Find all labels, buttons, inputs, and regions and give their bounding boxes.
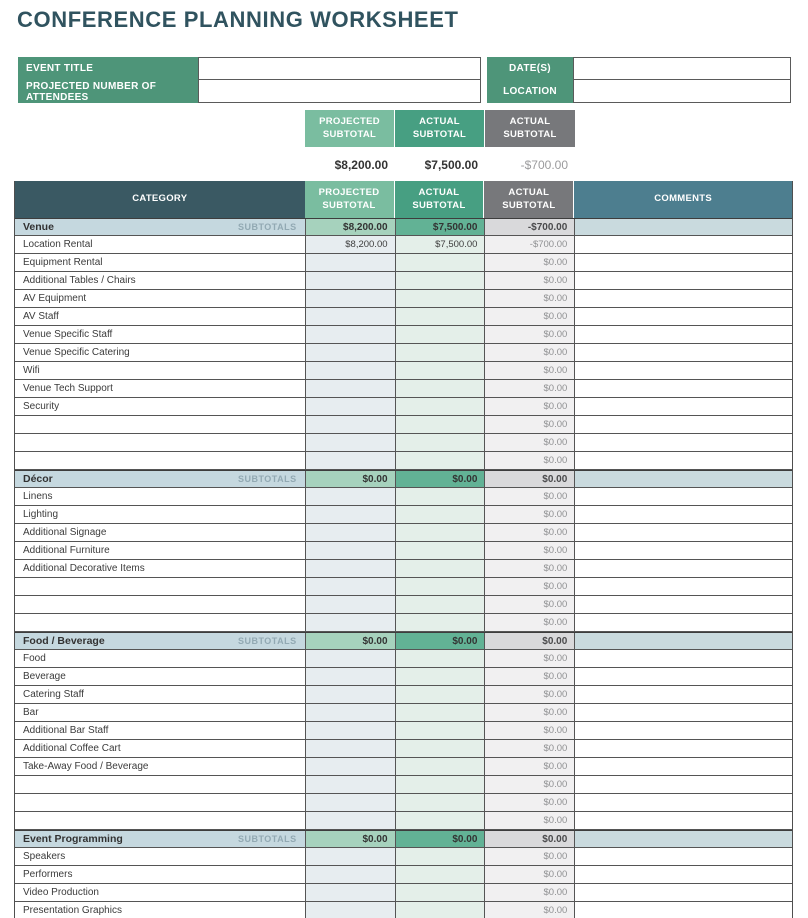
item-actual-cell[interactable] [395, 668, 485, 685]
item-label-cell[interactable] [15, 776, 305, 793]
budget-table [14, 181, 793, 918]
item-actual-cell[interactable] [395, 254, 485, 271]
item-actual-cell[interactable] [395, 848, 485, 865]
table-row [15, 326, 792, 344]
item-projected-cell[interactable] [305, 758, 395, 775]
item-projected-cell[interactable] [305, 344, 395, 361]
section-name: Venue [23, 221, 54, 233]
section-projected-subtotal[interactable]: $0.00 [305, 831, 395, 847]
subtotals-label: SUBTOTALS [237, 834, 297, 844]
table-body [15, 218, 792, 918]
item-comments-cell[interactable] [574, 506, 792, 523]
item-projected-cell[interactable] [305, 560, 395, 577]
item-comments-cell[interactable] [574, 416, 792, 433]
item-comments-cell[interactable] [574, 794, 792, 811]
item-comments-cell[interactable] [574, 434, 792, 451]
projected-column-header: PROJECTED SUBTOTAL [305, 181, 395, 218]
item-projected-cell[interactable] [305, 452, 395, 469]
item-label-cell[interactable] [15, 578, 305, 595]
item-variance-cell[interactable]: $0.00 [484, 704, 574, 721]
item-comments-cell[interactable] [574, 272, 792, 289]
table-row [15, 686, 792, 704]
item-projected-cell[interactable] [305, 650, 395, 667]
table-row [15, 866, 792, 884]
item-projected-cell[interactable] [305, 686, 395, 703]
section-actual-subtotal[interactable]: $0.00 [395, 831, 485, 847]
section-category-cell[interactable] [15, 219, 305, 235]
item-projected-cell[interactable] [305, 794, 395, 811]
item-projected-cell[interactable] [305, 614, 395, 631]
item-comments-cell[interactable] [574, 236, 792, 253]
item-comments-cell[interactable] [574, 398, 792, 415]
item-comments-cell[interactable] [574, 452, 792, 469]
item-variance-cell[interactable]: $0.00 [484, 272, 574, 289]
item-projected-cell[interactable] [305, 722, 395, 739]
section-row-venue [15, 218, 792, 236]
section-comments-cell[interactable] [574, 831, 792, 847]
item-variance-cell[interactable]: $0.00 [484, 254, 574, 271]
item-projected-cell[interactable] [305, 380, 395, 397]
item-comments-cell[interactable] [574, 686, 792, 703]
summary-variance-value[interactable]: -$700.00 [520, 157, 568, 172]
item-variance-cell[interactable]: $0.00 [484, 794, 574, 811]
section-comments-cell[interactable] [574, 633, 792, 649]
item-variance-cell[interactable]: $0.00 [484, 884, 574, 901]
item-label-cell[interactable]: Additional Decorative Items [15, 560, 305, 577]
table-header-row [15, 181, 792, 218]
item-variance-cell[interactable]: $0.00 [484, 344, 574, 361]
item-variance-cell[interactable]: $0.00 [484, 434, 574, 451]
section-projected-subtotal[interactable]: $8,200.00 [305, 219, 395, 235]
attendees-input[interactable] [198, 79, 481, 103]
table-row [15, 758, 792, 776]
item-label-cell[interactable] [15, 416, 305, 433]
item-label-cell[interactable]: Additional Furniture [15, 542, 305, 559]
section-comments-cell[interactable] [574, 471, 792, 487]
item-label-cell[interactable]: Catering Staff [15, 686, 305, 703]
item-projected-cell[interactable] [305, 848, 395, 865]
table-row [15, 812, 792, 830]
section-variance-subtotal[interactable]: $0.00 [484, 831, 574, 847]
item-actual-cell[interactable] [395, 398, 485, 415]
item-variance-cell[interactable]: $0.00 [484, 308, 574, 325]
item-comments-cell[interactable] [574, 308, 792, 325]
table-row [15, 704, 792, 722]
item-comments-cell[interactable] [574, 758, 792, 775]
item-projected-cell[interactable] [305, 434, 395, 451]
item-label-cell[interactable]: Equipment Rental [15, 254, 305, 271]
item-projected-cell[interactable] [305, 542, 395, 559]
item-variance-cell[interactable]: $0.00 [484, 560, 574, 577]
item-comments-cell[interactable] [574, 578, 792, 595]
item-label-cell[interactable]: Food [15, 650, 305, 667]
table-row [15, 416, 792, 434]
item-comments-cell[interactable] [574, 650, 792, 667]
item-variance-cell[interactable]: $0.00 [484, 506, 574, 523]
location-input[interactable] [573, 79, 791, 103]
item-label-cell[interactable]: Bar [15, 704, 305, 721]
table-row [15, 902, 792, 918]
item-comments-cell[interactable] [574, 380, 792, 397]
item-actual-cell[interactable] [395, 416, 485, 433]
item-label-cell[interactable] [15, 434, 305, 451]
table-row [15, 434, 792, 452]
subtotals-label: SUBTOTALS [237, 474, 297, 484]
item-variance-cell[interactable]: $0.00 [484, 614, 574, 631]
section-variance-subtotal[interactable]: $0.00 [484, 471, 574, 487]
item-projected-cell[interactable] [305, 740, 395, 757]
event-title-input[interactable] [198, 57, 481, 80]
item-projected-cell[interactable] [305, 398, 395, 415]
page-title: CONFERENCE PLANNING WORKSHEET [17, 7, 459, 32]
comments-column-header: COMMENTS [574, 181, 792, 218]
item-actual-cell[interactable] [395, 290, 485, 307]
item-actual-cell[interactable]: $7,500.00 [395, 236, 485, 253]
item-comments-cell[interactable] [574, 326, 792, 343]
table-row [15, 722, 792, 740]
table-row [15, 272, 792, 290]
category-column-header: CATEGORY [15, 181, 305, 218]
item-actual-cell[interactable] [395, 380, 485, 397]
section-comments-cell[interactable] [574, 219, 792, 235]
table-row [15, 794, 792, 812]
item-label-cell[interactable] [15, 614, 305, 631]
item-actual-cell[interactable] [395, 614, 485, 631]
item-projected-cell[interactable] [305, 272, 395, 289]
item-projected-cell[interactable] [305, 866, 395, 883]
item-actual-cell[interactable] [395, 776, 485, 793]
table-row [15, 380, 792, 398]
item-projected-cell[interactable] [305, 776, 395, 793]
section-projected-subtotal[interactable]: $0.00 [305, 633, 395, 649]
item-comments-cell[interactable] [574, 884, 792, 901]
item-actual-cell[interactable] [395, 326, 485, 343]
item-actual-cell[interactable] [395, 308, 485, 325]
item-comments-cell[interactable] [574, 614, 792, 631]
summary-actual-header: ACTUAL SUBTOTAL [395, 110, 485, 147]
item-variance-cell[interactable]: $0.00 [484, 722, 574, 739]
table-row [15, 254, 792, 272]
item-label-cell[interactable]: AV Staff [15, 308, 305, 325]
item-actual-cell[interactable] [395, 704, 485, 721]
item-projected-cell[interactable] [305, 506, 395, 523]
item-variance-cell[interactable]: $0.00 [484, 398, 574, 415]
item-label-cell[interactable]: Linens [15, 488, 305, 505]
item-variance-cell[interactable]: $0.00 [484, 362, 574, 379]
item-label-cell[interactable]: Additional Bar Staff [15, 722, 305, 739]
item-label-cell[interactable]: Beverage [15, 668, 305, 685]
section-category-cell[interactable] [15, 831, 305, 847]
item-variance-cell[interactable]: $0.00 [484, 488, 574, 505]
table-row [15, 452, 792, 470]
table-row [15, 650, 792, 668]
item-projected-cell[interactable] [305, 704, 395, 721]
item-label-cell[interactable]: Take-Away Food / Beverage [15, 758, 305, 775]
table-row [15, 596, 792, 614]
item-comments-cell[interactable] [574, 866, 792, 883]
item-label-cell[interactable]: AV Equipment [15, 290, 305, 307]
item-projected-cell[interactable] [305, 812, 395, 829]
item-actual-cell[interactable] [395, 542, 485, 559]
item-actual-cell[interactable] [395, 272, 485, 289]
item-projected-cell[interactable] [305, 596, 395, 613]
item-projected-cell[interactable] [305, 488, 395, 505]
table-row [15, 290, 792, 308]
item-actual-cell[interactable] [395, 452, 485, 469]
table-row [15, 398, 792, 416]
section-actual-subtotal[interactable]: $0.00 [395, 633, 485, 649]
item-variance-cell[interactable]: $0.00 [484, 776, 574, 793]
item-projected-cell[interactable]: $8,200.00 [305, 236, 395, 253]
item-variance-cell[interactable]: $0.00 [484, 740, 574, 757]
item-label-cell[interactable]: Video Production [15, 884, 305, 901]
item-comments-cell[interactable] [574, 848, 792, 865]
item-variance-cell[interactable]: $0.00 [484, 326, 574, 343]
item-label-cell[interactable] [15, 596, 305, 613]
item-variance-cell[interactable]: $0.00 [484, 596, 574, 613]
item-actual-cell[interactable] [395, 884, 485, 901]
item-comments-cell[interactable] [574, 560, 792, 577]
item-projected-cell[interactable] [305, 308, 395, 325]
item-variance-cell[interactable]: $0.00 [484, 812, 574, 829]
table-row [15, 488, 792, 506]
item-label-cell[interactable]: Venue Specific Catering [15, 344, 305, 361]
section-projected-subtotal[interactable]: $0.00 [305, 471, 395, 487]
item-variance-cell[interactable]: $0.00 [484, 902, 574, 918]
item-label-cell[interactable] [15, 812, 305, 829]
item-comments-cell[interactable] [574, 362, 792, 379]
item-actual-cell[interactable] [395, 650, 485, 667]
item-comments-cell[interactable] [574, 596, 792, 613]
item-actual-cell[interactable] [395, 722, 485, 739]
item-variance-cell[interactable]: $0.00 [484, 578, 574, 595]
item-label-cell[interactable]: Security [15, 398, 305, 415]
item-label-cell[interactable]: Speakers [15, 848, 305, 865]
item-variance-cell[interactable]: $0.00 [484, 848, 574, 865]
section-row-food-beverage [15, 632, 792, 650]
table-row [15, 524, 792, 542]
table-row [15, 344, 792, 362]
table-row [15, 308, 792, 326]
section-name: Event Programming [23, 833, 123, 845]
item-label-cell[interactable]: Wifi [15, 362, 305, 379]
item-actual-cell[interactable] [395, 866, 485, 883]
item-actual-cell[interactable] [395, 740, 485, 757]
item-comments-cell[interactable] [574, 722, 792, 739]
item-label-cell[interactable] [15, 794, 305, 811]
section-category-cell[interactable] [15, 633, 305, 649]
section-name: Décor [23, 473, 53, 485]
item-label-cell[interactable]: Performers [15, 866, 305, 883]
item-variance-cell[interactable]: $0.00 [484, 686, 574, 703]
item-label-cell[interactable]: Additional Signage [15, 524, 305, 541]
item-comments-cell[interactable] [574, 668, 792, 685]
dates-input[interactable] [573, 57, 791, 80]
item-projected-cell[interactable] [305, 290, 395, 307]
item-actual-cell[interactable] [395, 434, 485, 451]
item-variance-cell[interactable]: $0.00 [484, 380, 574, 397]
location-label: LOCATION [487, 80, 573, 103]
item-variance-cell[interactable]: $0.00 [484, 524, 574, 541]
table-row [15, 506, 792, 524]
summary-projected-value[interactable]: $8,200.00 [334, 157, 388, 172]
item-actual-cell[interactable] [395, 794, 485, 811]
item-variance-cell[interactable]: $0.00 [484, 452, 574, 469]
section-row-event-programming [15, 830, 792, 848]
item-projected-cell[interactable] [305, 416, 395, 433]
item-comments-cell[interactable] [574, 488, 792, 505]
item-comments-cell[interactable] [574, 812, 792, 829]
item-actual-cell[interactable] [395, 902, 485, 918]
section-row-d-cor [15, 470, 792, 488]
item-comments-cell[interactable] [574, 740, 792, 757]
summary-actual-value[interactable]: $7,500.00 [424, 157, 478, 172]
dates-label: DATE(S) [487, 57, 573, 80]
table-row [15, 848, 792, 866]
item-comments-cell[interactable] [574, 542, 792, 559]
item-actual-cell[interactable] [395, 362, 485, 379]
item-actual-cell[interactable] [395, 812, 485, 829]
item-projected-cell[interactable] [305, 362, 395, 379]
table-row [15, 740, 792, 758]
item-variance-cell[interactable]: $0.00 [484, 542, 574, 559]
table-row [15, 668, 792, 686]
item-actual-cell[interactable] [395, 524, 485, 541]
table-row [15, 614, 792, 632]
item-actual-cell[interactable] [395, 758, 485, 775]
item-comments-cell[interactable] [574, 776, 792, 793]
item-variance-cell[interactable]: $0.00 [484, 290, 574, 307]
item-projected-cell[interactable] [305, 578, 395, 595]
item-variance-cell[interactable]: $0.00 [484, 866, 574, 883]
event-info-fields [18, 57, 791, 103]
summary-projected-header: PROJECTED SUBTOTAL [305, 110, 395, 147]
table-row [15, 560, 792, 578]
item-projected-cell[interactable] [305, 254, 395, 271]
section-actual-subtotal[interactable]: $0.00 [395, 471, 485, 487]
table-row [15, 884, 792, 902]
item-variance-cell[interactable]: -$700.00 [484, 236, 574, 253]
item-actual-cell[interactable] [395, 560, 485, 577]
item-label-cell[interactable]: Additional Tables / Chairs [15, 272, 305, 289]
item-comments-cell[interactable] [574, 524, 792, 541]
table-row [15, 776, 792, 794]
item-actual-cell[interactable] [395, 488, 485, 505]
event-title-label: EVENT TITLE [18, 57, 198, 80]
item-comments-cell[interactable] [574, 704, 792, 721]
item-variance-cell[interactable]: $0.00 [484, 650, 574, 667]
item-comments-cell[interactable] [574, 290, 792, 307]
section-actual-subtotal[interactable]: $7,500.00 [395, 219, 485, 235]
item-label-cell[interactable]: Presentation Graphics [15, 902, 305, 918]
section-category-cell[interactable] [15, 471, 305, 487]
item-label-cell[interactable]: Additional Coffee Cart [15, 740, 305, 757]
item-projected-cell[interactable] [305, 884, 395, 901]
item-actual-cell[interactable] [395, 686, 485, 703]
item-comments-cell[interactable] [574, 902, 792, 918]
table-row [15, 542, 792, 560]
variance-column-header: ACTUAL SUBTOTAL [484, 181, 574, 218]
item-projected-cell[interactable] [305, 902, 395, 918]
item-actual-cell[interactable] [395, 344, 485, 361]
attendees-label: PROJECTED NUMBER OF ATTENDEES [18, 80, 198, 103]
item-actual-cell[interactable] [395, 578, 485, 595]
item-variance-cell[interactable]: $0.00 [484, 668, 574, 685]
item-label-cell[interactable]: Venue Tech Support [15, 380, 305, 397]
item-projected-cell[interactable] [305, 524, 395, 541]
table-row [15, 236, 792, 254]
item-label-cell[interactable]: Lighting [15, 506, 305, 523]
item-projected-cell[interactable] [305, 326, 395, 343]
section-name: Food / Beverage [23, 635, 105, 647]
item-label-cell[interactable] [15, 452, 305, 469]
item-projected-cell[interactable] [305, 668, 395, 685]
item-comments-cell[interactable] [574, 254, 792, 271]
item-label-cell[interactable]: Location Rental [15, 236, 305, 253]
section-variance-subtotal[interactable]: $0.00 [484, 633, 574, 649]
subtotals-label: SUBTOTALS [237, 222, 297, 232]
item-comments-cell[interactable] [574, 344, 792, 361]
item-actual-cell[interactable] [395, 596, 485, 613]
section-variance-subtotal[interactable]: -$700.00 [484, 219, 574, 235]
item-actual-cell[interactable] [395, 506, 485, 523]
item-label-cell[interactable]: Venue Specific Staff [15, 326, 305, 343]
item-variance-cell[interactable]: $0.00 [484, 758, 574, 775]
summary-variance-header: ACTUAL SUBTOTAL [485, 110, 575, 147]
table-row [15, 362, 792, 380]
actual-column-header: ACTUAL SUBTOTAL [395, 181, 485, 218]
item-variance-cell[interactable]: $0.00 [484, 416, 574, 433]
summary-block [305, 110, 575, 178]
subtotals-label: SUBTOTALS [237, 636, 297, 646]
table-row [15, 578, 792, 596]
